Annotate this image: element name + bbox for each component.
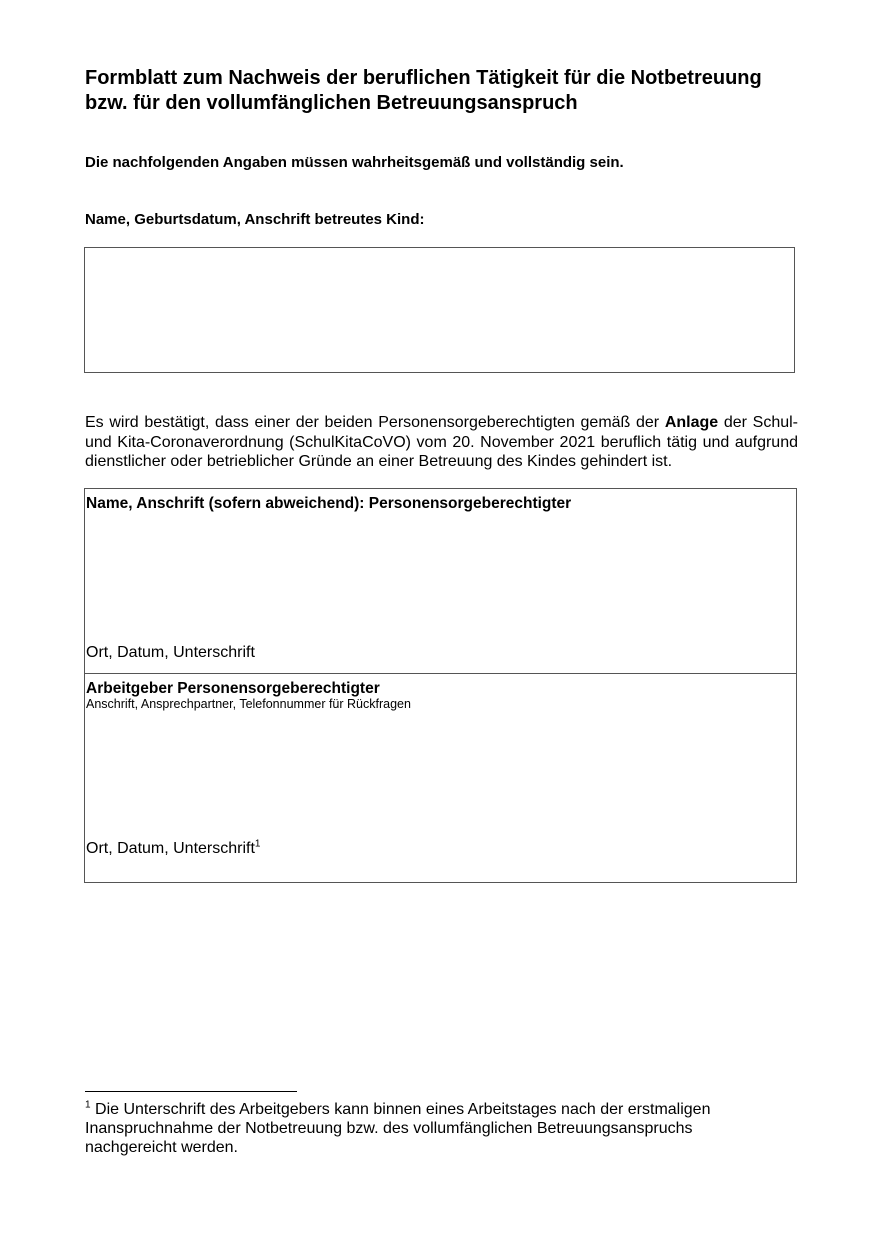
footnote-text: Die Unterschrift des Arbeitgebers kann binnen eines Arbeitstages nach der erstmaligen Inanspruchnahme der Notbetreuung bzw. des vollumfänglichen Betreuungsanspruchs nachgereicht werden. — [85, 1101, 711, 1156]
employer-subheading: Anschrift, Ansprechpartner, Telefonnummer für Rückfragen — [86, 697, 411, 711]
signature-table — [84, 488, 797, 883]
employer-heading: Arbeitgeber Personensorgeberechtigter — [86, 680, 380, 697]
child-info-field[interactable] — [84, 247, 795, 373]
footnote-divider — [85, 1091, 297, 1092]
child-info-label: Name, Geburtsdatum, Anschrift betreutes Kind: — [85, 211, 425, 228]
confirmation-text-end: der Schul- und Kita-Coronaverordnung (SchulKitaCoVO) vom 20. November 2021 beruflich tätig und aufgrund dienstlicher oder betrieblicher Gründe an einer Betreuung des Kindes gehindert ist. — [85, 414, 798, 470]
footnote-reference: 1 — [254, 838, 261, 850]
guardian-heading: Name, Anschrift (sofern abweichend): Personensorgeberechtigter — [86, 495, 572, 512]
guardian-signature-label: Ort, Datum, Unterschrift — [86, 644, 255, 661]
footnote-marker: 1 — [85, 1099, 91, 1111]
confirmation-text-start: Es wird bestätigt, dass einer der beiden Personensorgeberechtigten gemäß der — [85, 414, 665, 431]
employer-signature-line — [86, 839, 260, 859]
employer-signature-field[interactable] — [85, 674, 796, 882]
page-title: Formblatt zum Nachweis der beruflichen Tätigkeit für die Notbetreuung bzw. für den vollumfänglichen Betreuungsanspruch — [85, 67, 762, 114]
intro-notice: Die nachfolgenden Angaben müssen wahrheitsgemäß und vollständig sein. — [85, 154, 624, 171]
footnote — [85, 1100, 770, 1157]
confirmation-text — [85, 413, 798, 472]
employer-signature-label: Ort, Datum, Unterschrift — [86, 840, 255, 857]
confirmation-text-bold: Anlage — [664, 414, 719, 431]
guardian-signature-field[interactable] — [85, 489, 796, 674]
